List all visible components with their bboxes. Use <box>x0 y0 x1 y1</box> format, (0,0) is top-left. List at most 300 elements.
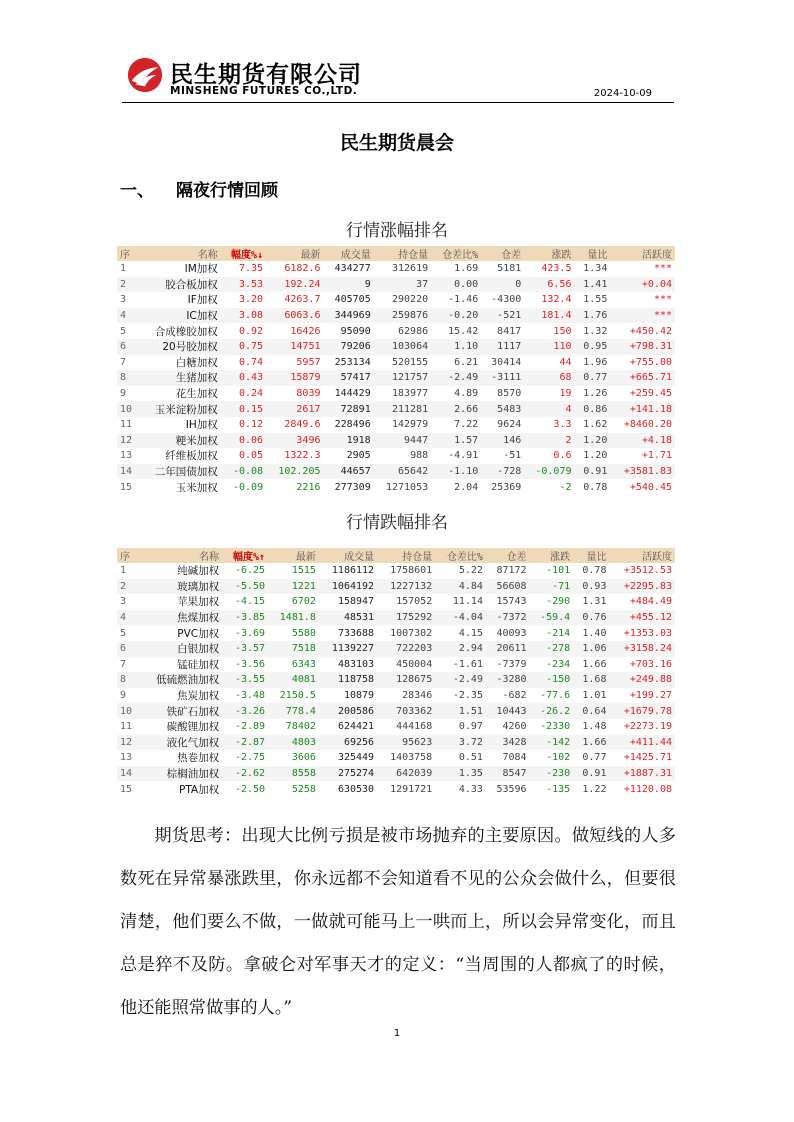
table-cell: 1.76 <box>574 308 610 324</box>
table-cell: -4300 <box>491 294 522 306</box>
table-cell: 苹果加权 <box>177 596 220 609</box>
table-cell: 2.94 <box>435 641 486 657</box>
table-cell: -3.56 <box>234 658 266 670</box>
table-cell: 1221 <box>268 579 319 595</box>
table-cell: 9 <box>120 388 127 400</box>
table-cell: 5483 <box>481 401 524 417</box>
table-cell: +259.45 <box>629 388 672 400</box>
table-cell: 20611 <box>486 641 530 657</box>
table-cell: 5 <box>120 627 127 639</box>
table-cell: 4803 <box>268 735 319 751</box>
table-cell: 0.12 <box>239 419 264 431</box>
table-cell: 253134 <box>334 356 371 368</box>
table-cell: 2905 <box>346 450 371 462</box>
table-cell: 3496 <box>266 433 323 449</box>
table-cell: -1.10 <box>431 464 481 480</box>
table-cell: 1515 <box>291 565 316 577</box>
table-row <box>117 641 675 657</box>
table-cell: 白糖加权 <box>175 356 218 369</box>
table-cell: 1.20 <box>574 433 610 449</box>
table-row <box>117 401 675 417</box>
table-cell: 520155 <box>392 356 429 368</box>
table-row <box>117 781 675 797</box>
table-cell: 8 <box>117 370 139 386</box>
table-cell: 1.41 <box>574 277 610 293</box>
table-cell: IC加权 <box>139 308 221 324</box>
table-cell: -3.55 <box>222 672 268 688</box>
table-row <box>117 292 675 308</box>
table-row <box>117 479 675 495</box>
table-cell: 44 <box>559 356 572 368</box>
table-cell: -4.91 <box>448 450 479 462</box>
table-cell: 6.56 <box>524 277 574 293</box>
column-header: 量比 <box>573 548 609 563</box>
table-cell: 1.96 <box>583 356 608 368</box>
table-cell: 4.15 <box>458 627 483 639</box>
page-header <box>122 52 674 103</box>
table-cell: 0.75 <box>221 339 266 355</box>
table-cell: 白银加权 <box>139 641 222 657</box>
table-cell: -102 <box>546 752 571 764</box>
table-cell: 1.57 <box>431 433 481 449</box>
table-cell: 37 <box>374 277 431 293</box>
table-cell: -51 <box>503 450 522 462</box>
table-cell: +4.18 <box>610 433 675 449</box>
table-cell: 277309 <box>334 481 371 493</box>
table-cell: 0.05 <box>239 450 264 462</box>
table-cell: 2150.5 <box>279 690 316 702</box>
company-name-cn: 民生期货有限公司 <box>170 62 362 88</box>
table-cell: 玉米淀粉加权 <box>139 401 221 417</box>
table-cell: 12 <box>117 433 139 449</box>
column-header: 涨跌 <box>524 246 574 261</box>
table-cell: +1353.03 <box>623 627 672 639</box>
table-row <box>117 703 675 719</box>
table-cell: 13 <box>120 752 133 764</box>
table-cell: 1.66 <box>573 735 609 751</box>
table-cell: 2.04 <box>454 481 479 493</box>
table-cell: -2.62 <box>222 766 268 782</box>
table-cell: 1.01 <box>582 690 607 702</box>
table-cell: 10 <box>117 401 139 417</box>
table-cell: 778.4 <box>268 703 319 719</box>
table-cell: 13 <box>120 450 133 462</box>
table-cell: 7 <box>120 658 127 670</box>
table-cell: -101 <box>546 565 571 577</box>
table-cell: -0.08 <box>221 464 266 480</box>
table-cell: +411.44 <box>609 735 675 751</box>
table-cell: 1481.8 <box>268 610 319 626</box>
table-cell: 4.84 <box>435 579 486 595</box>
table-row <box>117 386 675 402</box>
gainers-table <box>117 246 675 495</box>
table-cell: 733688 <box>337 627 375 639</box>
table-cell: 3.20 <box>239 294 264 306</box>
table-cell: 6702 <box>291 596 316 608</box>
table-cell: *** <box>610 308 675 324</box>
table-cell: 8547 <box>486 766 530 782</box>
table-cell: 6063.6 <box>266 308 323 324</box>
table-cell: 102.205 <box>266 464 323 480</box>
table-cell: 10879 <box>343 690 375 702</box>
table-row <box>117 563 675 579</box>
table-cell: 444168 <box>396 721 433 733</box>
table-cell: 1064192 <box>319 579 377 595</box>
table-cell: 0.95 <box>574 339 610 355</box>
section-title: 隔夜行情回顾 <box>176 181 278 201</box>
table-cell: 1.69 <box>454 263 479 275</box>
column-header: 序 <box>117 548 139 563</box>
table-row <box>117 277 675 293</box>
table-cell: 液化气加权 <box>139 735 222 751</box>
table-row <box>117 433 675 449</box>
table-cell: -214 <box>546 627 571 639</box>
table-cell: 6343 <box>291 658 316 670</box>
table-cell: +484.49 <box>629 596 672 608</box>
table-cell: 10443 <box>486 703 530 719</box>
table-cell: -3.69 <box>234 627 266 639</box>
table-cell: 1322.3 <box>284 450 321 462</box>
futures-thought-paragraph: 期货思考：出现大比例亏损是被市场抛弃的主要原因。做短线的人多数死在异常暴涨跌里，你永远都不会知道看不见的公众会做什么，但要很清楚，他们要么不做，一做就可能马上一哄而上，所以会异常变化，而且总是猝不及防。拿破仑对军事天才的定义：“当周围的人都疯了的时候，他还能照常做事的人。” <box>120 826 676 1018</box>
table-cell: 40093 <box>496 627 527 639</box>
table-cell: 0.64 <box>573 703 609 719</box>
table-cell: -278 <box>530 641 574 657</box>
table-cell: 1.20 <box>583 450 608 462</box>
table-row <box>117 448 675 464</box>
column-header: 仓差 <box>486 548 530 563</box>
table-cell: 3428 <box>486 735 530 751</box>
table-cell: 1.62 <box>583 419 608 431</box>
column-header: 持仓量 <box>374 246 431 261</box>
table-cell: 9447 <box>374 433 431 449</box>
column-header: 涨跌 <box>530 548 574 563</box>
table-cell: 1007302 <box>390 627 433 639</box>
column-header: 成交量 <box>324 246 374 261</box>
table-cell: 0.24 <box>239 388 264 400</box>
table-cell: 5957 <box>296 356 321 368</box>
table-cell: 146 <box>481 433 524 449</box>
table-cell: 锰硅加权 <box>177 658 220 671</box>
table-cell: 焦煤加权 <box>139 610 222 626</box>
table-cell: 8 <box>117 672 139 688</box>
table-cell: 0.15 <box>221 401 266 417</box>
column-header: 最新 <box>268 548 319 563</box>
table-cell: 纯碱加权 <box>177 565 220 578</box>
table-cell: 121757 <box>374 370 431 386</box>
table-cell: 3.53 <box>221 277 266 293</box>
table-cell: 1.31 <box>582 596 607 608</box>
column-header: 持仓量 <box>377 548 435 563</box>
table-cell: 0.92 <box>239 325 264 337</box>
table-cell: 624421 <box>337 721 375 733</box>
table-cell: 5.22 <box>458 565 483 577</box>
table-cell: -2.87 <box>222 735 268 751</box>
table-cell: 4.89 <box>454 388 479 400</box>
table-cell: 8570 <box>497 388 522 400</box>
table-cell: 2 <box>524 433 574 449</box>
table-cell: 144429 <box>334 388 371 400</box>
table-cell: -150 <box>530 672 574 688</box>
gainers-body <box>117 261 675 495</box>
table-cell: 30414 <box>491 356 522 368</box>
table-cell: -4.04 <box>435 610 486 626</box>
table-cell: +141.18 <box>610 401 675 417</box>
table-cell: 10 <box>117 703 139 719</box>
minsheng-logo-icon <box>126 56 164 94</box>
table-cell: -3.85 <box>222 610 268 626</box>
table-cell: 14 <box>117 766 139 782</box>
table-cell: 48531 <box>319 610 377 626</box>
table-cell: 5580 <box>291 627 316 639</box>
column-header: 仓差比% <box>435 548 486 563</box>
table-cell: 2216 <box>296 481 321 493</box>
table-cell: 275274 <box>319 766 377 782</box>
table-cell: 胶合板加权 <box>139 277 221 293</box>
table-cell: 15.42 <box>448 325 479 337</box>
table-cell: +1120.08 <box>623 783 672 795</box>
table-cell: 1139227 <box>319 641 377 657</box>
table-cell: 0 <box>481 277 524 293</box>
table-cell: -4.15 <box>234 596 266 608</box>
table-row <box>117 417 675 433</box>
table-cell: IF加权 <box>187 294 218 307</box>
table-cell: -3111 <box>481 370 524 386</box>
table-cell: 4 <box>117 610 139 626</box>
table-cell: 988 <box>410 450 429 462</box>
table-cell: +755.00 <box>629 356 672 368</box>
table-cell: -2 <box>559 481 572 493</box>
table-cell: 2849.6 <box>284 419 321 431</box>
table-row <box>117 261 675 277</box>
table-cell: 棕榈油加权 <box>139 766 222 782</box>
table-cell: -3280 <box>486 672 530 688</box>
table-cell: 1 <box>120 263 127 275</box>
table-cell: 9 <box>120 690 127 702</box>
losers-caption: 行情跌幅排名 <box>346 513 448 533</box>
table-cell: 3606 <box>291 752 316 764</box>
table-cell: PVC加权 <box>177 627 220 640</box>
table-cell: 1.26 <box>583 388 608 400</box>
table-cell: 630530 <box>337 783 375 795</box>
table-cell: 1.51 <box>435 703 486 719</box>
table-cell: 5 <box>120 325 127 337</box>
table-cell: 铁矿石加权 <box>139 703 222 719</box>
table-cell: -5.50 <box>222 579 268 595</box>
table-cell: 粳米加权 <box>139 433 221 449</box>
table-cell: 142979 <box>392 419 429 431</box>
table-cell: 157052 <box>396 596 433 608</box>
table-cell: 192.24 <box>266 277 323 293</box>
column-header: 名称 <box>139 246 221 261</box>
losers-table <box>117 548 675 797</box>
table-row <box>117 370 675 386</box>
column-header: 量比 <box>574 246 610 261</box>
table-cell: *** <box>653 263 672 275</box>
column-header: 活跃度 <box>609 548 675 563</box>
column-header: 幅度%↑ <box>222 548 268 563</box>
table-cell: +2273.19 <box>623 721 672 733</box>
column-header: 名称 <box>139 548 222 563</box>
table-row <box>117 323 675 339</box>
table-cell: 181.4 <box>524 308 574 324</box>
table-cell: *** <box>653 294 672 306</box>
table-cell: 15 <box>120 481 133 493</box>
column-header: 幅度%↓ <box>221 246 266 261</box>
table-cell: +1.71 <box>641 450 672 462</box>
table-cell: 0.78 <box>582 565 607 577</box>
table-cell: +3581.83 <box>610 464 675 480</box>
table-cell: +1425.71 <box>623 752 672 764</box>
table-row <box>117 464 675 480</box>
table-cell: 4.33 <box>458 783 483 795</box>
table-cell: 1.32 <box>583 325 608 337</box>
column-header: 最新 <box>266 246 323 261</box>
table-cell: 110 <box>524 339 574 355</box>
table-cell: -142 <box>530 735 574 751</box>
table-cell: -682 <box>502 690 527 702</box>
table-cell: 0.6 <box>553 450 572 462</box>
table-cell: 纤维板加权 <box>165 450 218 463</box>
report-date: 2024-10-09 <box>593 88 652 99</box>
table-cell: 12 <box>117 735 139 751</box>
table-cell: 6 <box>117 339 139 355</box>
table-cell: 1.10 <box>431 339 481 355</box>
table-cell: 325449 <box>337 752 375 764</box>
table-cell: 8558 <box>268 766 319 782</box>
table-cell: PTA加权 <box>178 783 220 796</box>
table-cell: 722203 <box>377 641 435 657</box>
table-cell: -230 <box>530 766 574 782</box>
gainers-caption: 行情涨幅排名 <box>346 221 448 241</box>
table-cell: -0.079 <box>524 464 574 480</box>
table-cell: 5181 <box>497 263 522 275</box>
table-cell: -77.6 <box>540 690 571 702</box>
table-cell: 11 <box>120 721 133 733</box>
table-cell: 2617 <box>266 401 323 417</box>
table-row <box>117 355 675 371</box>
table-cell: 1 <box>120 565 127 577</box>
losers-header-row <box>117 548 675 563</box>
table-cell: 1.06 <box>573 641 609 657</box>
section-number: 一、 <box>120 181 154 201</box>
table-cell: 312619 <box>392 263 429 275</box>
table-row <box>117 735 675 751</box>
table-cell: -7379 <box>496 658 527 670</box>
table-cell: 7084 <box>502 752 527 764</box>
table-cell: -2.89 <box>234 721 266 733</box>
table-cell: 1186112 <box>331 565 375 577</box>
table-cell: -3.57 <box>222 641 268 657</box>
table-cell: 25369 <box>491 481 522 493</box>
table-cell: 1.66 <box>582 658 607 670</box>
table-cell: 1.35 <box>435 766 486 782</box>
table-cell: 211281 <box>374 401 431 417</box>
table-cell: 4 <box>524 401 574 417</box>
table-cell: 0.77 <box>582 752 607 764</box>
table-cell: 20号胶加权 <box>139 339 221 355</box>
table-cell: 1.34 <box>583 263 608 275</box>
table-cell: 1918 <box>324 433 374 449</box>
table-cell: 1403758 <box>390 752 433 764</box>
table-cell: 483103 <box>337 658 375 670</box>
table-cell: 4260 <box>502 721 527 733</box>
losers-body <box>117 563 675 797</box>
table-cell: 0.91 <box>574 464 610 480</box>
table-cell: 1227132 <box>377 579 435 595</box>
table-cell: 二年国债加权 <box>139 464 221 480</box>
table-cell: 0.86 <box>574 401 610 417</box>
table-cell: 7 <box>120 356 127 368</box>
table-cell: 0.76 <box>573 610 609 626</box>
table-row <box>117 657 675 673</box>
table-cell: 95090 <box>340 325 371 337</box>
table-cell: -3.48 <box>234 690 266 702</box>
table-cell: 1.55 <box>583 294 608 306</box>
table-cell: 68 <box>524 370 574 386</box>
table-cell: +3158.24 <box>609 641 675 657</box>
table-cell: 合成橡胶加权 <box>154 325 218 338</box>
table-cell: 703362 <box>377 703 435 719</box>
section-heading <box>120 176 278 201</box>
gainers-header-row <box>117 246 675 261</box>
table-cell: 玻璃加权 <box>139 579 222 595</box>
table-cell: +450.42 <box>629 325 672 337</box>
table-cell: -2.35 <box>452 690 483 702</box>
table-row <box>117 594 675 610</box>
table-cell: 200586 <box>319 703 377 719</box>
table-cell: 热卷加权 <box>177 752 220 765</box>
column-header: 仓差比% <box>431 246 481 261</box>
table-cell: 2 <box>117 579 139 595</box>
table-cell: 3 <box>120 596 127 608</box>
table-cell: -26.2 <box>530 703 574 719</box>
table-cell: 158947 <box>337 596 375 608</box>
table-cell: +540.45 <box>629 481 672 493</box>
table-cell: +703.16 <box>629 658 672 670</box>
table-cell: 3.72 <box>435 735 486 751</box>
table-cell: 4 <box>117 308 139 324</box>
table-cell: 0.91 <box>573 766 609 782</box>
table-cell: 53596 <box>496 783 527 795</box>
table-row <box>117 750 675 766</box>
company-name-en: MINSHENG FUTURES CO.,LTD. <box>170 85 358 97</box>
document-title: 民生期货晨会 <box>339 132 454 154</box>
table-cell: 碳酸锂加权 <box>166 721 220 734</box>
table-cell: 450004 <box>396 658 433 670</box>
table-cell: 15743 <box>496 596 527 608</box>
table-cell: -3.26 <box>222 703 268 719</box>
table-cell: 87172 <box>496 565 527 577</box>
table-cell: 7.35 <box>239 263 264 275</box>
table-row <box>117 308 675 324</box>
table-row <box>117 672 675 688</box>
table-cell: 0.77 <box>574 370 610 386</box>
table-cell: -7372 <box>486 610 530 626</box>
table-cell: 8039 <box>296 388 321 400</box>
table-cell: -2.49 <box>431 370 481 386</box>
table-cell: 0.06 <box>221 433 266 449</box>
table-cell: +8460.20 <box>623 419 672 431</box>
table-cell: +665.71 <box>610 370 675 386</box>
column-header: 活跃度 <box>610 246 675 261</box>
table-cell: 642039 <box>377 766 435 782</box>
table-cell: 228496 <box>334 419 371 431</box>
table-cell: 7518 <box>268 641 319 657</box>
table-cell: -2330 <box>540 721 571 733</box>
page-number: 1 <box>393 1028 401 1039</box>
table-cell: 57417 <box>324 370 374 386</box>
table-cell: -0.09 <box>232 481 264 493</box>
